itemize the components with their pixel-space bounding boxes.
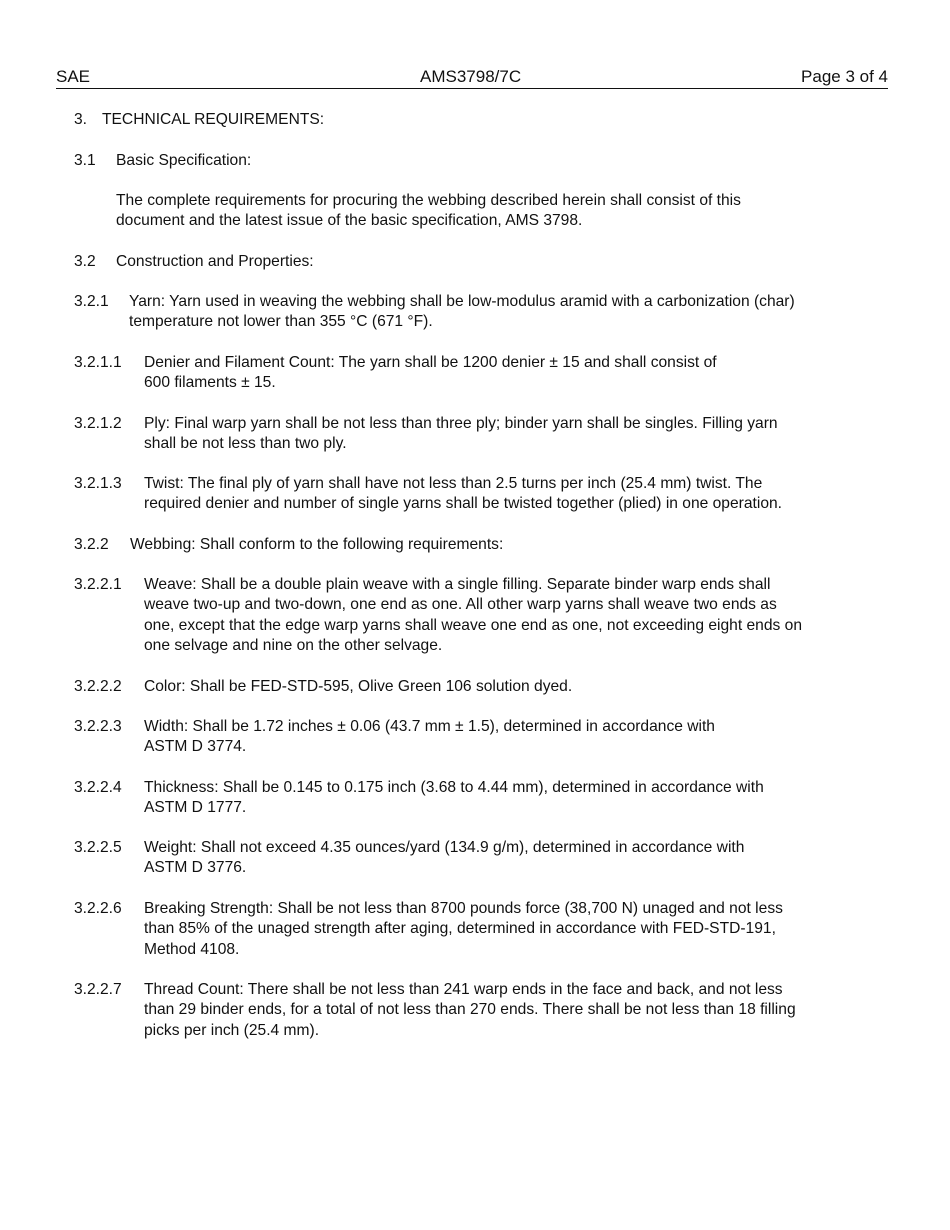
section-number: 3.2.2.3 (74, 718, 122, 735)
section-text: Ply: Final warp yarn shall be not less than three ply; binder yarn shall be singles. Filling yarn shall be not less than two ply. (144, 415, 778, 453)
section-text: Weave: Shall be a double plain weave with a single filling. Separate binder warp ends shall weave two-up and two-down, one end as one. All other warp yarns shall weave two ends as one, except that the edge warp yarns shall weave one end as one, not exceeding eight ends on one selvage and nine on the other selvage. (144, 576, 802, 655)
section-number: 3.2.1 (74, 293, 109, 310)
section-number: 3.1 (74, 152, 96, 169)
section-text: Thread Count: There shall be not less than 241 warp ends in the face and back, and not less than 29 binder ends, for a total of not less than 270 ends. There shall be not less than 18 filling picks per inch (25.4 mm). (144, 981, 796, 1039)
section-number: 3.2.2 (74, 536, 109, 553)
section-text: Color: Shall be FED-STD-595, Olive Green 106 solution dyed. (144, 678, 573, 695)
section-number: 3.2.1.2 (74, 415, 122, 432)
section-text: Width: Shall be 1.72 inches ± 0.06 (43.7 mm ± 1.5), determined in accordance with ASTM D 3774. (144, 718, 715, 756)
header-organization: SAE (56, 67, 91, 86)
section-number: 3. (74, 111, 88, 128)
section-number: 3.2.1.3 (74, 475, 122, 492)
section-text: Construction and Properties: (116, 253, 314, 270)
header-document-number: AMS3798/7C (420, 67, 522, 86)
section-text: Twist: The final ply of yarn shall have not less than 2.5 turns per inch (25.4 mm) twist. The required denier and number of single yarns shall be twisted together (plied) in one operation. (144, 475, 782, 513)
section-text: Breaking Strength: Shall be not less than 8700 pounds force (38,700 N) unaged and not less than 85% of the unaged strength after aging, determined in accordance with FED-STD-191, Method 4108. (144, 900, 783, 958)
section-text: Thickness: Shall be 0.145 to 0.175 inch (3.68 to 4.44 mm), determined in accordance with ASTM D 1777. (144, 779, 764, 817)
section-text: Denier and Filament Count: The yarn shall be 1200 denier ± 15 and shall consist of 600 filaments ± 15. (144, 354, 717, 392)
section-number: 3.2.2.1 (74, 576, 122, 593)
page-header (56, 66, 888, 89)
section-text: TECHNICAL REQUIREMENTS: (102, 111, 325, 128)
section-number: 3.2.2.4 (74, 779, 122, 796)
section-text: Webbing: Shall conform to the following requirements: (130, 536, 504, 553)
header-page-number: Page 3 of 4 (801, 67, 888, 86)
section-number: 3.2 (74, 253, 96, 270)
section-number: 3.2.2.2 (74, 678, 122, 695)
section-text: Weight: Shall not exceed 4.35 ounces/yard (134.9 g/m), determined in accordance with ASTM D 3776. (144, 839, 745, 877)
section-number: 3.2.2.7 (74, 981, 122, 998)
section-text: Yarn: Yarn used in weaving the webbing shall be low-modulus aramid with a carbonization (char) temperature not lower than 355 °C (671 °F). (129, 293, 795, 331)
section-number: 3.2.2.6 (74, 900, 122, 917)
section-number: 3.2.2.5 (74, 839, 122, 856)
section-text: Basic Specification: (116, 152, 252, 169)
section-number: 3.2.1.1 (74, 354, 122, 371)
paragraph-text: The complete requirements for procuring the webbing described herein shall consist of this document and the latest issue of the basic specification, AMS 3798. (116, 192, 741, 230)
